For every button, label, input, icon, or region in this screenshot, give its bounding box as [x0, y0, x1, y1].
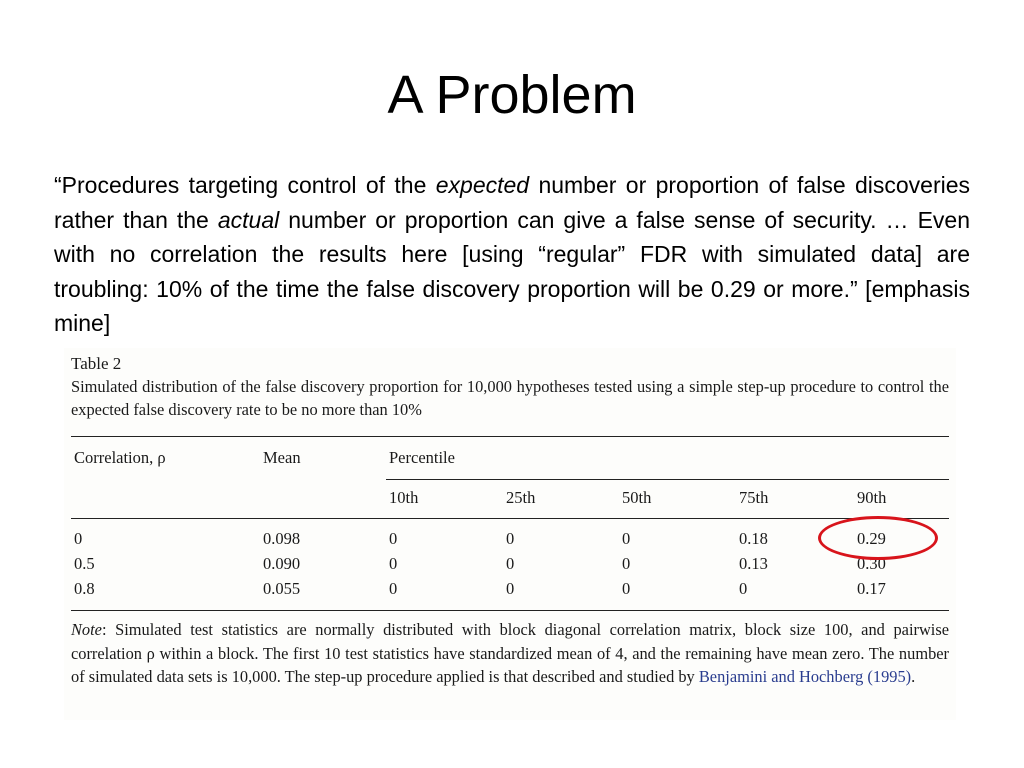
quote-text-2: number or proportion of false discoveries rather than the [54, 172, 971, 233]
row-p75: 0 [739, 579, 748, 598]
row-p50: 0 [622, 579, 631, 598]
header-mean: Mean [263, 448, 301, 467]
highlight-circle [818, 516, 938, 560]
row-p90: 0.30 [857, 554, 886, 573]
header-bottom-rule [71, 518, 949, 519]
table-label: Table 2 [71, 354, 122, 373]
row-correlation: 0 [74, 529, 83, 548]
row-p10: 0 [389, 554, 398, 573]
quote-text-3: number or proportion can give a false sense of security. … Even with no correlation the results here [using “regular” FDR with simulated data] are troubling: 10% of the time the false discovery proportion will be 0.29 or more.” [emphasis mine] [54, 206, 970, 336]
percentile-rule [386, 479, 949, 480]
header-correlation: Correlation, ρ [74, 448, 166, 467]
row-correlation: 0.5 [74, 554, 95, 573]
slide-title: A Problem [387, 65, 637, 125]
table-top-rule [71, 436, 949, 437]
row-p25: 0 [506, 529, 515, 548]
table-image [64, 348, 956, 720]
note-end: . [911, 667, 916, 686]
quote-emphasis-expected: expected [435, 172, 530, 198]
row-p10: 0 [389, 529, 398, 548]
table-caption: Simulated distribution of the false discovery proportion for 10,000 hypotheses tested using a simple step-up procedure to control the expected false discovery rate to be no more than 10% [71, 377, 949, 419]
row-mean: 0.098 [263, 529, 301, 548]
row-p50: 0 [622, 529, 631, 548]
row-p90: 0.17 [857, 579, 886, 598]
row-p75: 0.18 [739, 529, 768, 548]
quote-paragraph [54, 168, 970, 341]
header-75th: 75th [739, 488, 769, 507]
row-p10: 0 [389, 579, 398, 598]
header-25th: 25th [506, 488, 536, 507]
note-text: : Simulated test statistics are normally distributed with block diagonal correlation matrix, block size 100, and pairwise correlation ρ within a block. The first 10 test statistics have standardized mean of 4, and the remaining have mean zero. The number of simulated data sets is 10,000. The step-up procedure applied is that described and studied by [71, 620, 949, 686]
row-mean: 0.090 [263, 554, 301, 573]
row-p50: 0 [622, 554, 631, 573]
table-bottom-rule [71, 610, 949, 611]
header-10th: 10th [389, 488, 419, 507]
row-mean: 0.055 [263, 579, 301, 598]
row-p90: 0.29 [857, 529, 886, 548]
table-note [71, 618, 949, 689]
quote-text-1: “Procedures targeting control of the [54, 172, 436, 198]
header-90th: 90th [857, 488, 887, 507]
row-correlation: 0.8 [74, 579, 95, 598]
row-p25: 0 [506, 579, 515, 598]
header-percentile: Percentile [389, 448, 455, 467]
quote-emphasis-actual: actual [217, 206, 280, 233]
row-p25: 0 [506, 554, 515, 573]
note-reference: Benjamini and Hochberg (1995) [698, 667, 912, 686]
row-p75: 0.13 [739, 554, 768, 573]
header-50th: 50th [622, 488, 652, 507]
note-label: Note [71, 620, 102, 639]
